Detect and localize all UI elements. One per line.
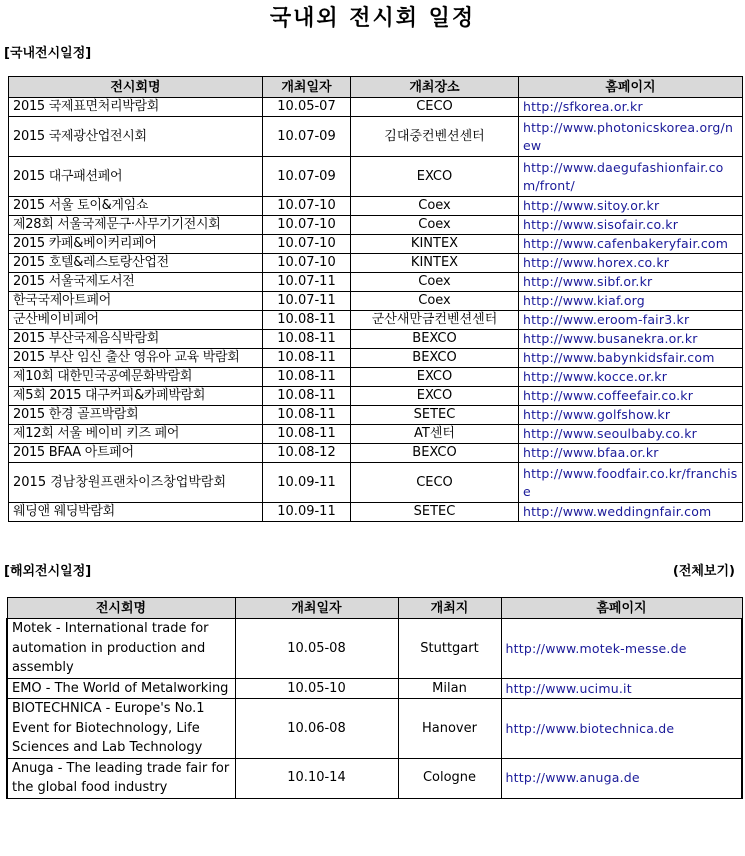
exhibition-venue: Cologne: [398, 758, 501, 798]
exhibition-name: 2015 국제표면처리박람회: [9, 98, 263, 117]
domestic-table-row: [9, 157, 743, 197]
overseas-header-homepage: 홈페이지: [501, 598, 742, 619]
exhibition-date: 10.05-08: [235, 619, 398, 679]
exhibition-homepage-link[interactable]: http://www.biotechnica.de: [501, 699, 742, 759]
domestic-table-row: [9, 235, 743, 254]
exhibition-name: 제12회 서울 베이비 키즈 페어: [9, 425, 263, 444]
exhibition-date: 10.08-12: [263, 444, 351, 463]
exhibition-date: 10.08-11: [263, 330, 351, 349]
domestic-table-row: [9, 292, 743, 311]
overseas-header-venue: 개최지: [398, 598, 501, 619]
exhibition-date: 10.05-07: [263, 98, 351, 117]
domestic-table-row: [9, 311, 743, 330]
exhibition-date: 10.07-09: [263, 157, 351, 197]
exhibition-venue: KINTEX: [351, 235, 519, 254]
exhibition-homepage-link[interactable]: http://www.sibf.or.kr: [519, 273, 743, 292]
domestic-table-row: [9, 406, 743, 425]
domestic-table-row: [9, 368, 743, 387]
exhibition-homepage-link[interactable]: http://www.photonicskorea.org/new: [519, 117, 743, 157]
exhibition-homepage-link[interactable]: http://www.bfaa.or.kr: [519, 444, 743, 463]
exhibition-name: 2015 서울 토이&게임쇼: [9, 197, 263, 216]
exhibition-name: 2015 서울국제도서전: [9, 273, 263, 292]
overseas-header-name: 전시회명: [7, 598, 235, 619]
domestic-table-row: [9, 425, 743, 444]
exhibition-homepage-link[interactable]: http://www.sitoy.or.kr: [519, 197, 743, 216]
domestic-table-row: [9, 98, 743, 117]
exhibition-venue: EXCO: [351, 387, 519, 406]
exhibition-date: 10.08-11: [263, 387, 351, 406]
domestic-table-row: [9, 254, 743, 273]
domestic-header-name: 전시회명: [9, 77, 263, 98]
domestic-header-homepage: 홈페이지: [519, 77, 743, 98]
exhibition-date: 10.06-08: [235, 699, 398, 759]
exhibition-date: 10.07-11: [263, 292, 351, 311]
exhibition-homepage-link[interactable]: http://www.coffeefair.co.kr: [519, 387, 743, 406]
exhibition-date: 10.05-10: [235, 678, 398, 699]
exhibition-date: 10.09-11: [263, 503, 351, 522]
exhibition-homepage-link[interactable]: http://www.seoulbaby.co.kr: [519, 425, 743, 444]
exhibition-venue: Coex: [351, 273, 519, 292]
exhibition-venue: SETEC: [351, 406, 519, 425]
domestic-header-venue: 개최장소: [351, 77, 519, 98]
exhibition-homepage-link[interactable]: http://www.eroom-fair3.kr: [519, 311, 743, 330]
page-title: 국내외 전시회 일정: [269, 6, 476, 31]
domestic-table-row: [9, 273, 743, 292]
exhibition-name: 2015 호텔&레스토랑산업전: [9, 254, 263, 273]
exhibition-date: 10.08-11: [263, 425, 351, 444]
exhibition-venue: BEXCO: [351, 349, 519, 368]
exhibition-venue: Coex: [351, 197, 519, 216]
domestic-table-row: [9, 117, 743, 157]
domestic-table-row: [9, 330, 743, 349]
exhibition-homepage-link[interactable]: http://www.foodfair.co.kr/franchise: [519, 463, 743, 503]
exhibition-venue: Coex: [351, 216, 519, 235]
exhibition-name: 군산베이비페어: [9, 311, 263, 330]
exhibition-date: 10.08-11: [263, 368, 351, 387]
overseas-header-date: 개최일자: [235, 598, 398, 619]
overseas-header-row: [7, 598, 742, 619]
domestic-table-row: [9, 387, 743, 406]
domestic-exhibition-table: [8, 76, 743, 522]
exhibition-homepage-link[interactable]: http://www.weddingnfair.com: [519, 503, 743, 522]
exhibition-name: 2015 카페&베이커리페어: [9, 235, 263, 254]
exhibition-name: 한국국제아트페어: [9, 292, 263, 311]
overseas-table-row: [7, 699, 742, 759]
exhibition-name: 2015 대구패션페어: [9, 157, 263, 197]
exhibition-name: 제28회 서울국제문구·사무기기전시회: [9, 216, 263, 235]
exhibition-date: 10.10-14: [235, 758, 398, 798]
exhibition-homepage-link[interactable]: http://www.sisofair.co.kr: [519, 216, 743, 235]
exhibition-name: BIOTECHNICA - Europe's No.1 Event for Biotechnology, Life Sciences and Lab Technology: [7, 699, 235, 759]
exhibition-venue: BEXCO: [351, 444, 519, 463]
exhibition-venue: KINTEX: [351, 254, 519, 273]
overseas-table-row: [7, 619, 742, 679]
overseas-table-row: [7, 678, 742, 699]
view-all-link[interactable]: (전체보기): [672, 564, 735, 579]
exhibition-name: 2015 국제광산업전시회: [9, 117, 263, 157]
overseas-section-label: [해외전시일정]: [4, 564, 92, 579]
exhibition-homepage-link[interactable]: http://sfkorea.or.kr: [519, 98, 743, 117]
exhibition-date: 10.08-11: [263, 311, 351, 330]
exhibition-name: 2015 경남창원프랜차이즈창업박람회: [9, 463, 263, 503]
exhibition-date: 10.07-11: [263, 273, 351, 292]
exhibition-homepage-link[interactable]: http://www.kiaf.org: [519, 292, 743, 311]
exhibition-homepage-link[interactable]: http://www.horex.co.kr: [519, 254, 743, 273]
exhibition-homepage-link[interactable]: http://www.daegufashionfair.com/front/: [519, 157, 743, 197]
exhibition-date: 10.08-11: [263, 349, 351, 368]
exhibition-venue: 김대중컨벤션센터: [351, 117, 519, 157]
domestic-table-row: [9, 197, 743, 216]
domestic-header-date: 개최일자: [263, 77, 351, 98]
exhibition-name: 제5회 2015 대구커피&카페박람회: [9, 387, 263, 406]
exhibition-name: EMO - The World of Metalworking: [7, 678, 235, 699]
exhibition-venue: Hanover: [398, 699, 501, 759]
exhibition-homepage-link[interactable]: http://www.golfshow.kr: [519, 406, 743, 425]
exhibition-name: Motek - International trade for automation in production and assembly: [7, 619, 235, 679]
exhibition-date: 10.07-10: [263, 235, 351, 254]
exhibition-venue: Milan: [398, 678, 501, 699]
exhibition-date: 10.07-09: [263, 117, 351, 157]
exhibition-venue: CECO: [351, 98, 519, 117]
exhibition-venue: EXCO: [351, 157, 519, 197]
exhibition-date: 10.07-10: [263, 197, 351, 216]
exhibition-homepage-link[interactable]: http://www.cafenbakeryfair.com: [519, 235, 743, 254]
exhibition-homepage-link[interactable]: http://www.babynkidsfair.com: [519, 349, 743, 368]
domestic-section-label: [국내전시일정]: [4, 46, 92, 61]
exhibition-venue: AT센터: [351, 425, 519, 444]
exhibition-name: 2015 부산 임신 출산 영유아 교육 박람회: [9, 349, 263, 368]
exhibition-date: 10.08-11: [263, 406, 351, 425]
domestic-table-row: [9, 503, 743, 522]
exhibition-homepage-link[interactable]: http://www.busanekra.or.kr: [519, 330, 743, 349]
domestic-header-row: [9, 77, 743, 98]
exhibition-venue: Stuttgart: [398, 619, 501, 679]
exhibition-name: 제10회 대한민국공예문화박람회: [9, 368, 263, 387]
exhibition-name: Anuga - The leading trade fair for the global food industry: [7, 758, 235, 798]
domestic-table-row: [9, 216, 743, 235]
exhibition-name: 2015 BFAA 아트페어: [9, 444, 263, 463]
exhibition-venue: EXCO: [351, 368, 519, 387]
exhibition-date: 10.07-10: [263, 254, 351, 273]
overseas-table-row: [7, 758, 742, 798]
exhibition-venue: 군산새만금컨벤션센터: [351, 311, 519, 330]
domestic-table-row: [9, 444, 743, 463]
exhibition-homepage-link[interactable]: http://www.motek-messe.de: [501, 619, 742, 679]
overseas-exhibition-table: [6, 597, 743, 799]
domestic-table-row: [9, 349, 743, 368]
exhibition-date: 10.07-10: [263, 216, 351, 235]
domestic-table-row: [9, 463, 743, 503]
exhibition-venue: Coex: [351, 292, 519, 311]
exhibition-venue: BEXCO: [351, 330, 519, 349]
exhibition-venue: SETEC: [351, 503, 519, 522]
exhibition-name: 2015 부산국제음식박람회: [9, 330, 263, 349]
exhibition-venue: CECO: [351, 463, 519, 503]
exhibition-homepage-link[interactable]: http://www.kocce.or.kr: [519, 368, 743, 387]
exhibition-name: 웨딩앤 웨딩박람회: [9, 503, 263, 522]
exhibition-date: 10.09-11: [263, 463, 351, 503]
exhibition-name: 2015 한경 골프박람회: [9, 406, 263, 425]
exhibition-homepage-link[interactable]: http://www.anuga.de: [501, 758, 742, 798]
exhibition-homepage-link[interactable]: http://www.ucimu.it: [501, 678, 742, 699]
